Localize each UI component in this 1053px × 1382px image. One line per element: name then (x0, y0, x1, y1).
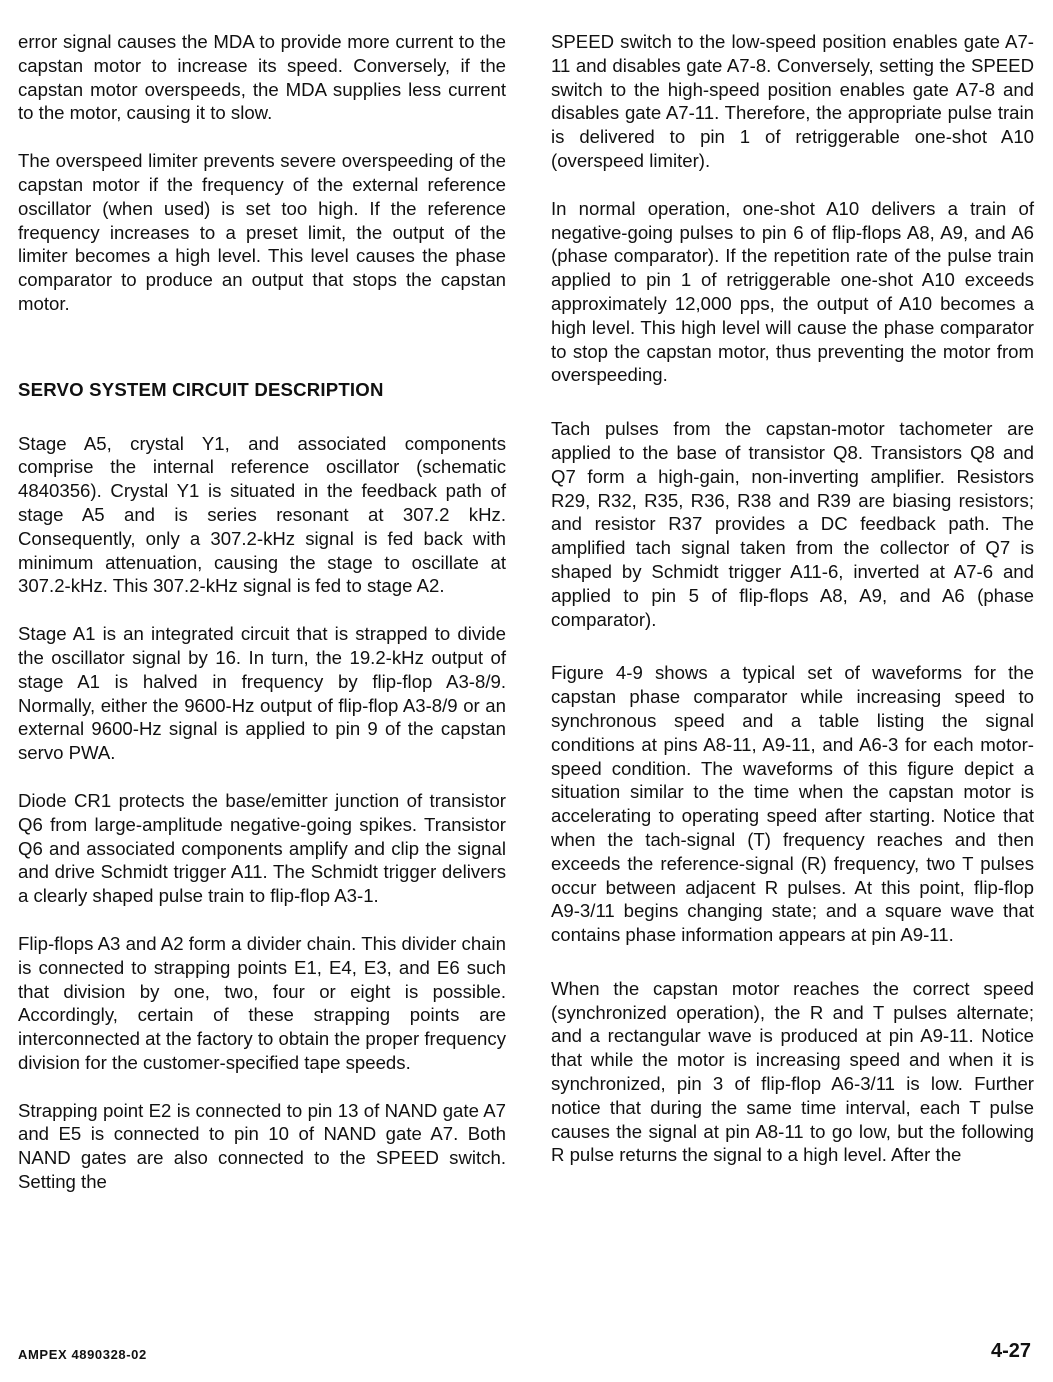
paragraph: Tach pulses from the capstan-motor tachometer are applied to the base of transistor Q8. Transistors Q8 and Q7 form a high-gain, non-inverting amplifier. Resistors R29, R32, R35, R36, R38 and R39 are biasing resistors; and resistor R37 provides a DC feedback path. The amplified tach signal taken from the collector of Q7 is shaped by Schmidt trigger A11-6, inverted at A7-6 and applied to pin 5 of flip-flops A8, A9, and A6 (phase comparator). (551, 418, 1034, 630)
paragraph: Strapping point E2 is connected to pin 13 of NAND gate A7 and E5 is connected to pin 10 of NAND gate A7. Both NAND gates are also connected to the SPEED switch. Setting the (18, 1099, 506, 1193)
paragraph: Flip-flops A3 and A2 form a divider chain. This divider chain is connected to strapping points E1, E4, E3, and E6 such that division by one, two, four or eight is possible. Accordingly, certain of these strapping points are interconnected at the factory to obtain the proper frequency division for the customer-specified tape speeds. (18, 932, 506, 1073)
document-id: AMPEX 4890328-02 (18, 1347, 147, 1362)
paragraph: Stage A5, crystal Y1, and associated components comprise the internal reference oscillator (schematic 4840356). Crystal Y1 is situated in the feedback path of stage A5 and is series resonant at 307.2 kHz. Consequently, only a 307.2-kHz signal is fed back with minimum attenuation, causing the stage to oscillate at 307.2-kHz. This 307.2-kHz signal is fed to stage A2. (18, 432, 506, 597)
paragraph: SPEED switch to the low-speed position enables gate A7-11 and disables gate A7-8. Conversely, setting the SPEED switch to the high-speed position enables gate A7-8 and disables gate A7-11. Therefore, the appropriate pulse train is delivered to pin 1 of retriggerable one-shot A10 (overspeed limiter). (551, 31, 1034, 171)
paragraph: The overspeed limiter prevents severe overspeeding of the capstan motor if the frequency of the external reference oscillator (when used) is set too high. If the reference frequency increases to a preset limit, the output of the limiter becomes a high level. This level causes the phase comparator to produce an output that stops the capstan motor. (18, 150, 506, 314)
paragraph: In normal operation, one-shot A10 delivers a train of negative-going pulses to pin 6 of flip-flops A8, A9, and A6 (phase comparator). If the repetition rate of the pulse train applied to pin 1 of retriggerable one-shot A10 exceeds approximately 12,000 pps, the output of A10 becomes a high level. This high level will cause the phase comparator to stop the capstan motor, thus preventing the motor from overspeeding. (551, 197, 1034, 386)
left-column (18, 30, 506, 1194)
paragraph: Stage A1 is an integrated circuit that is strapped to divide the oscillator signal by 16. In turn, the 19.2-kHz output of stage A1 is halved in frequency by flip-flop A3-8/9. Normally, either the 9600-Hz output of flip-flop A3-8/9 or an external 9600-Hz signal is applied to pin 9 of the capstan servo PWA. (18, 623, 506, 764)
page-number: 4-27 (990, 1340, 1031, 1362)
paragraph: error signal causes the MDA to provide more current to the capstan motor to increase its speed. Conversely, if the capstan motor overspeeds, the MDA supplies less current to the motor, causing it to slow. (18, 31, 506, 124)
section-heading: SERVO SYSTEM CIRCUIT DESCRIPTION (18, 378, 384, 400)
right-column (551, 30, 1034, 1167)
paragraph: Figure 4-9 shows a typical set of waveforms for the capstan phase comparator while increasing speed to synchronous speed and a table listing the signal conditions at pins A8-11, A9-11, and A6-3 for each motor-speed condition. The waveforms of this figure depict a situation similar to the time when the capstan motor is accelerating to operating speed after starting. Notice that when the tach-signal (T) frequency reaches and then exceeds the reference-signal (R) frequency, two T pulses occur between adjacent R pulses. At this point, flip-flop A9-3/11 begins changing state; and a square wave that contains phase information appears at pin A9-11. (551, 662, 1034, 946)
paragraph: When the capstan motor reaches the correct speed (synchronized operation), the R and T pulses alternate; and a rectangular wave is produced at pin A9-11. Notice that while the motor is increasing speed and when it is synchronized, pin 3 of flip-flop A6-3/11 is low. Further notice that during the same time interval, each T pulse causes the signal at pin A8-11 to go low, but the following R pulse returns the signal to a high level. After the (551, 977, 1034, 1166)
paragraph: Diode CR1 protects the base/emitter junction of transistor Q6 from large-amplitude negative-going spikes. Transistor Q6 and associated components amplify and clip the signal and drive Schmidt trigger A11. The Schmidt trigger delivers a clearly shaped pulse train to flip-flop A3-1. (18, 789, 506, 907)
